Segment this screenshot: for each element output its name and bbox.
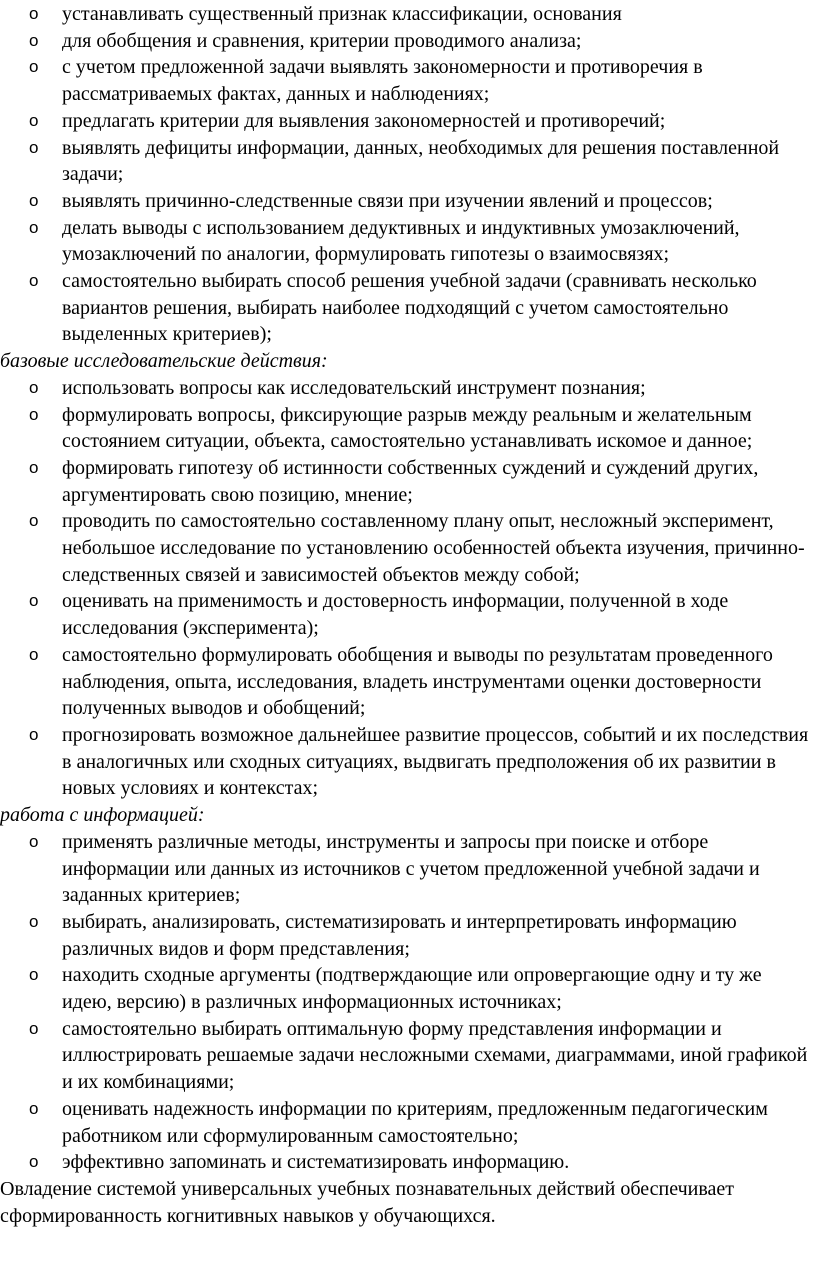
list-item-text: формировать гипотезу об истинности собственных суждений и суждений других, аргументировать свою позицию, мнение; [62,456,759,506]
bullet-icon: o [29,1152,39,1172]
list-item-text: находить сходные аргументы (подтверждающие или опровергающие одну и ту же идею, версию) в различных информационных источниках; [62,964,762,1014]
list-item-text: устанавливать существенный признак классификации, основания [62,3,622,25]
section-heading-information: работа с информацией: [0,804,205,827]
list-item-text: эффективно запоминать и систематизировать информацию. [62,1151,570,1174]
list-item-text: оценивать надежность информации по критериям, предложенным педагогическим работником или сформулированным самостоятельно; [62,1097,768,1147]
list-item [0,642,816,722]
list-item-text: использовать вопросы как исследовательский инструмент познания; [62,376,646,399]
bullet-list-research [0,375,816,802]
bullet-icon: o [29,457,39,477]
list-item-text: с учетом предложенной задачи выявлять закономерности и противоречия в рассматриваемых фактах, данных и наблюдениях; [62,56,703,106]
bullet-icon: o [29,110,39,130]
list-item [0,28,816,55]
list-item [0,588,816,641]
list-item-text: предлагать критерии для выявления закономерностей и противоречий; [62,109,666,132]
bullet-icon: o [29,271,39,291]
list-item [0,375,816,402]
list-item-text: делать выводы с использованием дедуктивных и индуктивных умозаключений, умозаключений по аналогии, формулировать гипотезы о взаимосвязях; [62,216,740,266]
list-item [0,1149,816,1176]
list-item [0,188,816,215]
list-item-text: применять различные методы, инструменты и запросы при поиске и отборе информации или данных из источников с учетом предложенной учебной задачи и заданных критериев; [62,830,760,907]
bullet-icon: o [29,190,39,210]
list-item [0,962,816,1015]
list-item-text: выявлять дефициты информации, данных, необходимых для решения поставленной задачи; [62,136,780,186]
bullet-icon: o [29,965,39,985]
list-item-text: самостоятельно выбирать способ решения учебной задачи (сравнивать несколько вариантов решения, выбирать наиболее подходящий с учетом самостоятельно выделенных критериев); [62,270,757,346]
bullet-icon: o [29,831,39,851]
list-item [0,1016,816,1096]
list-item-text: самостоятельно формулировать обобщения и выводы по результатам проведенного наблюдения, опыта, исследования, владеть инструментами оценки достоверности полученных выводов и обобщений; [62,643,773,720]
list-item [0,1,816,28]
list-item-text: проводить по самостоятельно составленному плану опыт, несложный эксперимент, небольшое исследование по установлению особенностей объекта изучения, причинно-следственных связей и зависимостей объектов между собой; [62,510,805,586]
section-heading-research: базовые исследовательские действия: [0,350,328,373]
list-item-text: прогнозировать возможное дальнейшее развитие процессов, событий и их последствия в аналогичных или сходных ситуациях, выдвигать предположения об их развитии в новых условиях и контекстах; [62,723,809,800]
bullet-icon: o [29,377,39,397]
list-item [0,909,816,962]
bullet-icon: o [29,217,39,237]
bullet-icon: o [29,404,39,424]
bullet-icon: o [29,591,39,611]
bullet-icon: o [29,724,39,744]
bullet-icon: o [29,137,39,157]
bullet-icon: o [29,1018,39,1038]
list-item [0,54,816,107]
bullet-icon: o [29,1098,39,1118]
list-item [0,455,816,508]
list-item-text: оценивать на применимость и достоверность информации, полученной в ходе исследования (эксперимента); [62,590,729,640]
bullet-list-analysis [0,1,816,348]
list-item-text: самостоятельно выбирать оптимальную форму представления информации и иллюстрировать решаемые задачи несложными схемами, диаграммами, иной графикой и их комбинациями; [62,1017,808,1094]
bullet-icon: o [29,911,39,931]
bullet-icon: o [29,644,39,664]
list-item [0,829,816,909]
closing-paragraph: Овладение системой универсальных учебных познавательных действий обеспечивает сформированность когнитивных навыков у обучающихся. [0,1177,735,1227]
list-item [0,508,816,588]
bullet-icon: o [29,4,39,23]
document-page [0,1,816,1229]
list-item-text: выявлять причинно-следственные связи при изучении явлений и процессов; [62,189,713,212]
list-item-text: выбирать, анализировать, систематизировать и интерпретировать информацию различных видов и форм представления; [62,910,737,960]
list-item [0,135,816,188]
list-item [0,722,816,802]
list-item [0,215,816,268]
list-item [0,268,816,348]
list-item [0,108,816,135]
bullet-list-information [0,829,816,1176]
list-item [0,1096,816,1149]
bullet-icon: o [29,30,39,50]
list-item-text: формулировать вопросы, фиксирующие разрыв между реальным и желательным состоянием ситуации, объекта, самостоятельно устанавливать искомое и данное; [62,403,753,453]
bullet-icon: o [29,57,39,77]
list-item [0,402,816,455]
bullet-icon: o [29,511,39,531]
list-item-text: для обобщения и сравнения, критерии проводимого анализа; [62,29,582,52]
